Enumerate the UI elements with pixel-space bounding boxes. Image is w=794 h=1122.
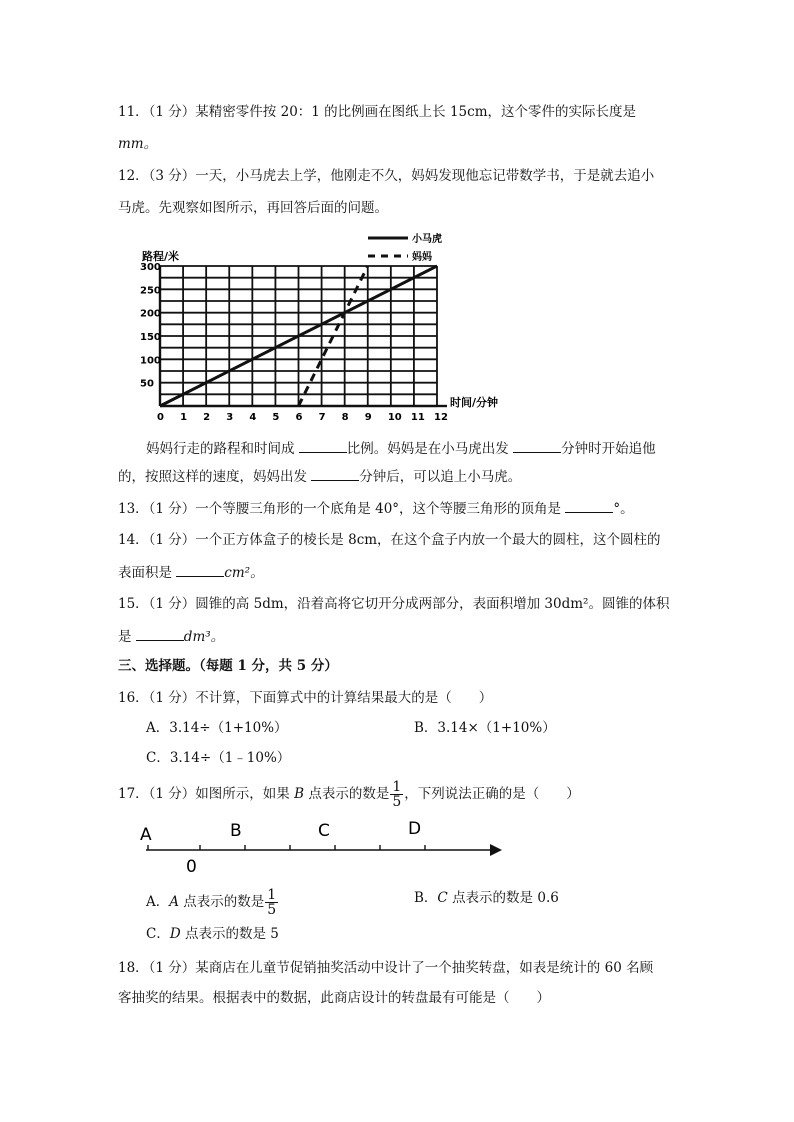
x-tick-label: 5 bbox=[272, 412, 280, 423]
q15-line1: 15．（1 分）圆锥的高 5dm，沿着高将它切开分成两部分，表面积增加 30dm²。圆锥的体积 bbox=[118, 596, 670, 612]
y-tick-label: 50 bbox=[140, 378, 154, 390]
q11-line2: mm。 bbox=[118, 136, 158, 152]
x-tick-label: 7 bbox=[318, 412, 326, 423]
point-c-label: C bbox=[318, 821, 330, 841]
point-d-label: D bbox=[408, 819, 422, 839]
q12-line1: 12．（3 分）一天，小马虎去上学，他刚走不久，妈妈发现他忘记带数学书，于是就去追小 bbox=[118, 168, 655, 184]
blank-5[interactable] bbox=[176, 562, 224, 577]
q16-stem: 16．（1 分）不计算，下面算式中的计算结果最大的是（ ） bbox=[118, 690, 493, 706]
x-tick-label: 6 bbox=[295, 412, 303, 423]
q17-stem: 17．（1 分）如图所示，如果 B 点表示的数是 $\frac{1}{5}$ ，下列说法正确的是（ ） bbox=[118, 779, 580, 810]
q16-option-b[interactable]: B．3.14×（1+10%） bbox=[414, 720, 556, 736]
legend-label: 妈妈 bbox=[412, 252, 432, 263]
fraction-one-fifth: $\frac{1}{5}$ bbox=[392, 779, 402, 810]
chart-ticks bbox=[140, 262, 448, 423]
q11-line1: 11．（1 分）某精密零件按 20：1 的比例画在图纸上长 15cm，这个零件的实际长度是 bbox=[118, 104, 636, 120]
distance-time-chart bbox=[140, 228, 512, 428]
blank-1[interactable] bbox=[299, 438, 347, 453]
zero-label: 0 bbox=[186, 857, 197, 876]
y-tick-label: 150 bbox=[140, 332, 161, 343]
q16-option-a[interactable]: A．3.14÷（1+10%） bbox=[146, 720, 288, 736]
q16-option-c[interactable]: C．3.14÷（1﹣10%） bbox=[146, 750, 291, 766]
q18-line2: 客抽奖的结果。根据表中的数据，此商店设计的转盘最有可能是（ ） bbox=[118, 990, 550, 1006]
blank-4[interactable] bbox=[565, 498, 613, 513]
x-tick-label: 1 bbox=[180, 412, 188, 423]
y-tick-label: 250 bbox=[140, 285, 161, 297]
x-tick-label: 0 bbox=[157, 412, 164, 423]
q12-answer-line2: 的，按照这样的速度，妈妈出发 分钟后，可以追上小马虎。 bbox=[118, 466, 521, 487]
blank-2[interactable] bbox=[513, 438, 561, 453]
point-b-label: B bbox=[230, 821, 242, 841]
q14-line1: 14．（1 分）一个正方体盒子的棱长是 8cm，在这个盒子内放一个最大的圆柱，这个圆柱的 bbox=[118, 532, 661, 548]
section-3-heading: 三、选择题。（每题 1 分，共 5 分） bbox=[118, 658, 338, 674]
q17-option-c[interactable]: C．D 点表示的数是 5 bbox=[146, 926, 279, 942]
q12-line2: 马虎。先观察如图所示，再回答后面的问题。 bbox=[118, 200, 388, 216]
x-tick-label: 8 bbox=[341, 412, 349, 423]
y-axis-label: 路程/米 bbox=[142, 250, 180, 263]
q15-line2: 是 dm³。 bbox=[118, 626, 224, 647]
x-tick-label: 3 bbox=[226, 412, 234, 423]
x-tick-label: 10 bbox=[387, 412, 402, 423]
point-a-label: A bbox=[140, 825, 152, 845]
x-tick-label: 2 bbox=[203, 412, 211, 423]
x-tick-label: 11 bbox=[410, 412, 425, 423]
blank-6[interactable] bbox=[136, 626, 184, 641]
q17-option-a[interactable]: A．A 点表示的数是 $\frac{1}{5}$ bbox=[146, 887, 277, 918]
x-tick-label: 4 bbox=[249, 412, 257, 423]
x-tick-label: 12 bbox=[434, 412, 448, 423]
q17-option-b[interactable]: B．C 点表示的数是 0.6 bbox=[414, 890, 559, 906]
y-tick-label: 100 bbox=[140, 355, 161, 367]
y-tick-label: 200 bbox=[140, 308, 161, 320]
x-tick-label: 9 bbox=[364, 412, 372, 423]
number-line bbox=[138, 818, 504, 876]
blank-3[interactable] bbox=[311, 466, 359, 481]
chart-legend bbox=[368, 232, 442, 263]
q18-line1: 18．（1 分）某商店在儿童节促销抽奖活动中设计了一个抽奖转盘，如表是统计的 60 名顾 bbox=[118, 960, 654, 976]
fraction-one-fifth-option: $\frac{1}{5}$ bbox=[267, 887, 277, 918]
q13: 13．（1 分）一个等腰三角形的一个底角是 40°，这个等腰三角形的顶角是 °。 bbox=[118, 498, 634, 519]
q12-answer-line1: 妈妈行走的路程和时间成 比例。妈妈是在小马虎出发 分钟时开始追他 bbox=[146, 438, 656, 459]
q14-line2: 表面积是 cm²。 bbox=[118, 562, 264, 583]
x-axis-label: 时间/分钟 bbox=[450, 396, 499, 409]
y-tick-label: 300 bbox=[140, 262, 161, 273]
legend-label: 小马虎 bbox=[412, 234, 442, 245]
